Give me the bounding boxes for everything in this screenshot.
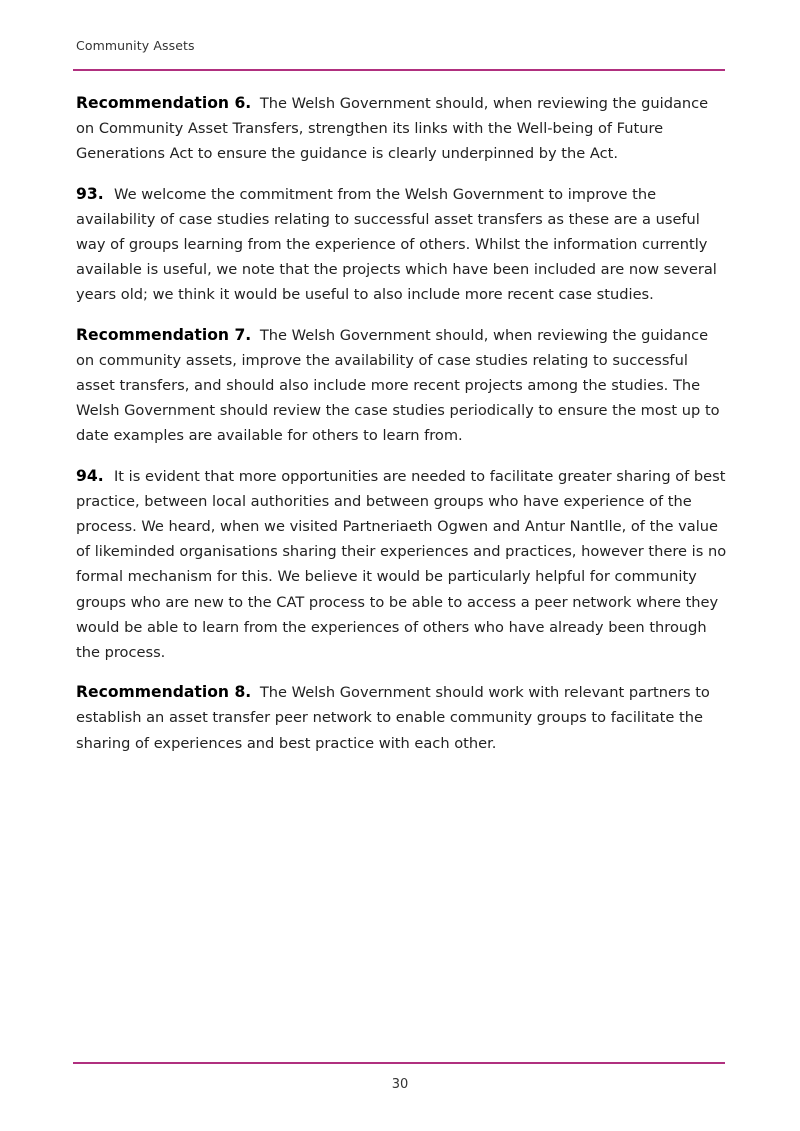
running-header: Community Assets bbox=[76, 38, 195, 53]
header-divider bbox=[73, 69, 725, 71]
recommendation-label: Recommendation 7. bbox=[76, 325, 252, 344]
page-number: 30 bbox=[391, 1077, 409, 1092]
recommendation-7 bbox=[76, 323, 728, 449]
paragraph-text: We welcome the commitment from the Welsh Government to improve the availability of case studies relating to successful asset transfers as these are a useful way of groups learning from the experience of others. Whilst the information currently available is useful, we note that the projects which have been included are now several years old; we think it would be useful to also include more recent case studies. bbox=[76, 185, 717, 304]
paragraph-number: 93. bbox=[76, 184, 104, 203]
paragraph-93 bbox=[76, 182, 728, 308]
paragraph-text: The Welsh Government should, when reviewing the guidance on community assets, improve the availability of case studies relating to successful asset transfers, and should also include more recent projects among the studies. The Welsh Government should review the case studies periodically to ensure the most up to date examples are available for others to learn from. bbox=[76, 326, 720, 445]
recommendation-label: Recommendation 6. bbox=[76, 94, 252, 112]
paragraph-94 bbox=[76, 464, 728, 666]
paragraph-number: 94. bbox=[76, 466, 104, 485]
paragraph-text: The Welsh Government should, when reviewing the guidance on Community Asset Transfers, strengthen its links with the Well-being of Future Generations Act to ensure the guidance is clearly underpinned by the Act. bbox=[76, 95, 709, 163]
paragraph-text: The Welsh Government should work with relevant partners to establish an asset transfer peer network to enable community groups to facilitate the sharing of experiences and best practice with each other. bbox=[76, 684, 710, 752]
document-body bbox=[76, 91, 728, 771]
paragraph-text: It is evident that more opportunities are needed to facilitate greater sharing of best practice, between local authorities and between groups who have experience of the process. We heard, when we visited Partneriaeth Ogwen and Antur Nantlle, of the value of likeminded organisations sharing their experiences and practices, however there is no formal mechanism for this. We believe it would be particularly helpful for community groups who are new to the CAT process to be able to access a peer network where they would be able to learn from the experiences of others who have already been through the process. bbox=[76, 467, 727, 662]
recommendation-label: Recommendation 8. bbox=[76, 683, 252, 702]
footer-divider bbox=[73, 1062, 725, 1064]
recommendation-8 bbox=[76, 680, 728, 756]
recommendation-6 bbox=[76, 91, 728, 167]
